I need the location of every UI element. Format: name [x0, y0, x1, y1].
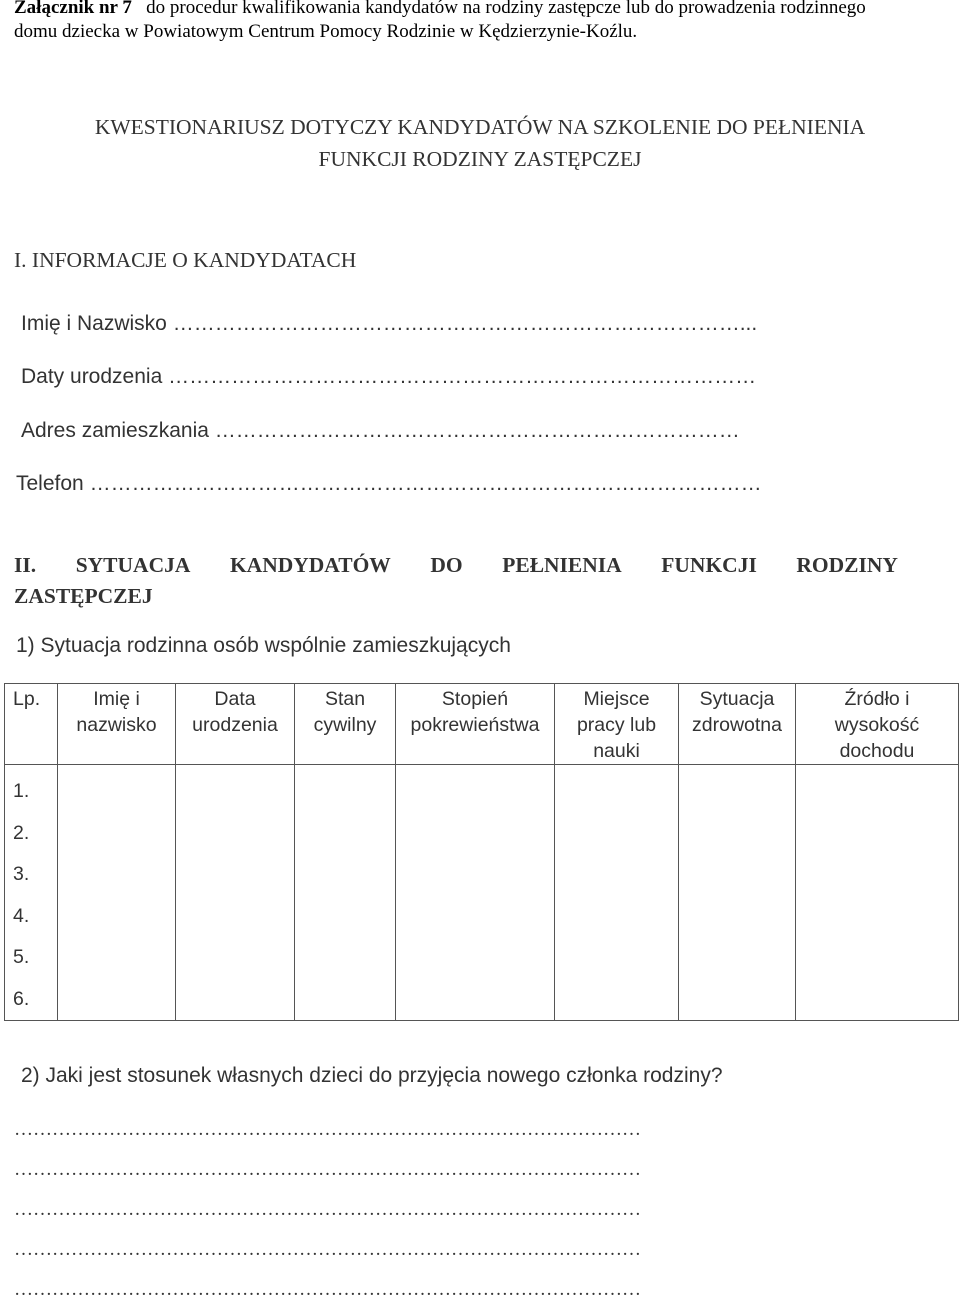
kinship-cell[interactable]	[396, 765, 555, 1021]
section2-heading-line2: ZASTĘPCZEJ	[14, 584, 153, 608]
field-address-dots[interactable]: …………………………………………………………………	[214, 419, 740, 442]
section2-heading	[14, 553, 898, 578]
section2-heading-word: RODZINY	[796, 553, 898, 577]
section2-heading-word: KANDYDATÓW	[229, 553, 391, 577]
column-header-marital-status: Stan cywilny	[295, 684, 396, 765]
section1-heading: I. INFORMACJE O KANDYDATACH	[14, 248, 357, 272]
row-number: 2.	[13, 821, 30, 844]
answer-line[interactable]: ………………………………………………………………………………………	[14, 1119, 641, 1140]
row-number: 4.	[13, 904, 30, 927]
row-number: 3.	[13, 863, 30, 885]
column-header-income: Źródło i wysokość dochodu	[796, 684, 959, 765]
answer-line[interactable]: ………………………………………………………………………………………	[14, 1159, 641, 1180]
document-title-line1: KWESTIONARIUSZ DOTYCZY KANDYDATÓW NA SZKOLENIE DO PEŁNIENIA	[94, 115, 866, 139]
table-row	[5, 765, 959, 1021]
answer-line[interactable]: ………………………………………………………………………………………	[14, 1239, 641, 1260]
field-birthdates-dots[interactable]: …………………………………………………………………………	[168, 365, 757, 388]
column-header-name: Imię i nazwisko	[58, 684, 176, 765]
column-header-health: Sytuacja zdrowotna	[679, 684, 796, 765]
section2-heading-word: II.	[14, 553, 37, 577]
field-address-label: Adres zamieszkania	[21, 419, 209, 442]
name-cell[interactable]	[58, 765, 176, 1021]
document-title-line2: FUNKCJI RODZINY ZASTĘPCZEJ	[318, 147, 642, 171]
field-address	[21, 419, 740, 443]
section2-subheading: 1) Sytuacja rodzinna osób wspólnie zamieszkujących	[16, 634, 511, 657]
attachment-header	[14, 0, 866, 20]
health-cell[interactable]	[679, 765, 796, 1021]
row-number: 6.	[13, 987, 30, 1010]
attachment-text-line2: domu dziecka w Powiatowym Centrum Pomocy Rodzinie w Kędzierzynie-Koźlu.	[14, 21, 638, 42]
row-number: 1.	[13, 780, 30, 802]
column-header-birthdate: Data urodzenia	[176, 684, 295, 765]
work-or-school-cell[interactable]	[555, 765, 679, 1021]
row-numbers-cell	[5, 765, 58, 1021]
attachment-label: Załącznik nr 7	[14, 0, 132, 18]
field-birthdates	[21, 365, 756, 389]
field-birthdates-label: Daty urodzenia	[21, 365, 163, 388]
answer-line[interactable]: ………………………………………………………………………………………	[14, 1279, 641, 1300]
field-name-dots[interactable]: ………………………………………………………………………...	[172, 312, 758, 335]
table-header-row	[5, 684, 959, 765]
question2: 2) Jaki jest stosunek własnych dzieci do przyjęcia nowego członka rodziny?	[21, 1064, 723, 1087]
column-header-work-or-school: Miejsce pracy lub nauki	[555, 684, 679, 765]
birthdate-cell[interactable]	[176, 765, 295, 1021]
row-number: 5.	[13, 946, 30, 968]
section2-heading-word: DO	[430, 553, 463, 577]
family-situation-table	[4, 683, 959, 1021]
attachment-text-line1: do procedur kwalifikowania kandydatów na rodziny zastępcze lub do prowadzenia rodzinnego	[146, 0, 866, 18]
marital-status-cell[interactable]	[295, 765, 396, 1021]
field-phone-label: Telefon	[16, 472, 84, 495]
answer-line[interactable]: ………………………………………………………………………………………	[14, 1199, 641, 1220]
field-phone-dots[interactable]: ……………………………………………………………………………………	[89, 472, 762, 495]
column-header-lp: Lp.	[5, 684, 58, 765]
field-name-label: Imię i Nazwisko	[21, 312, 167, 335]
field-phone	[16, 472, 762, 496]
section2-heading-word: FUNKCJI	[661, 553, 757, 577]
income-cell[interactable]	[796, 765, 959, 1021]
section2-heading-word: SYTUACJA	[75, 553, 191, 577]
section2-heading-word: PEŁNIENIA	[502, 553, 622, 577]
field-name	[21, 312, 757, 336]
column-header-kinship: Stopień pokrewieństwa	[396, 684, 555, 765]
